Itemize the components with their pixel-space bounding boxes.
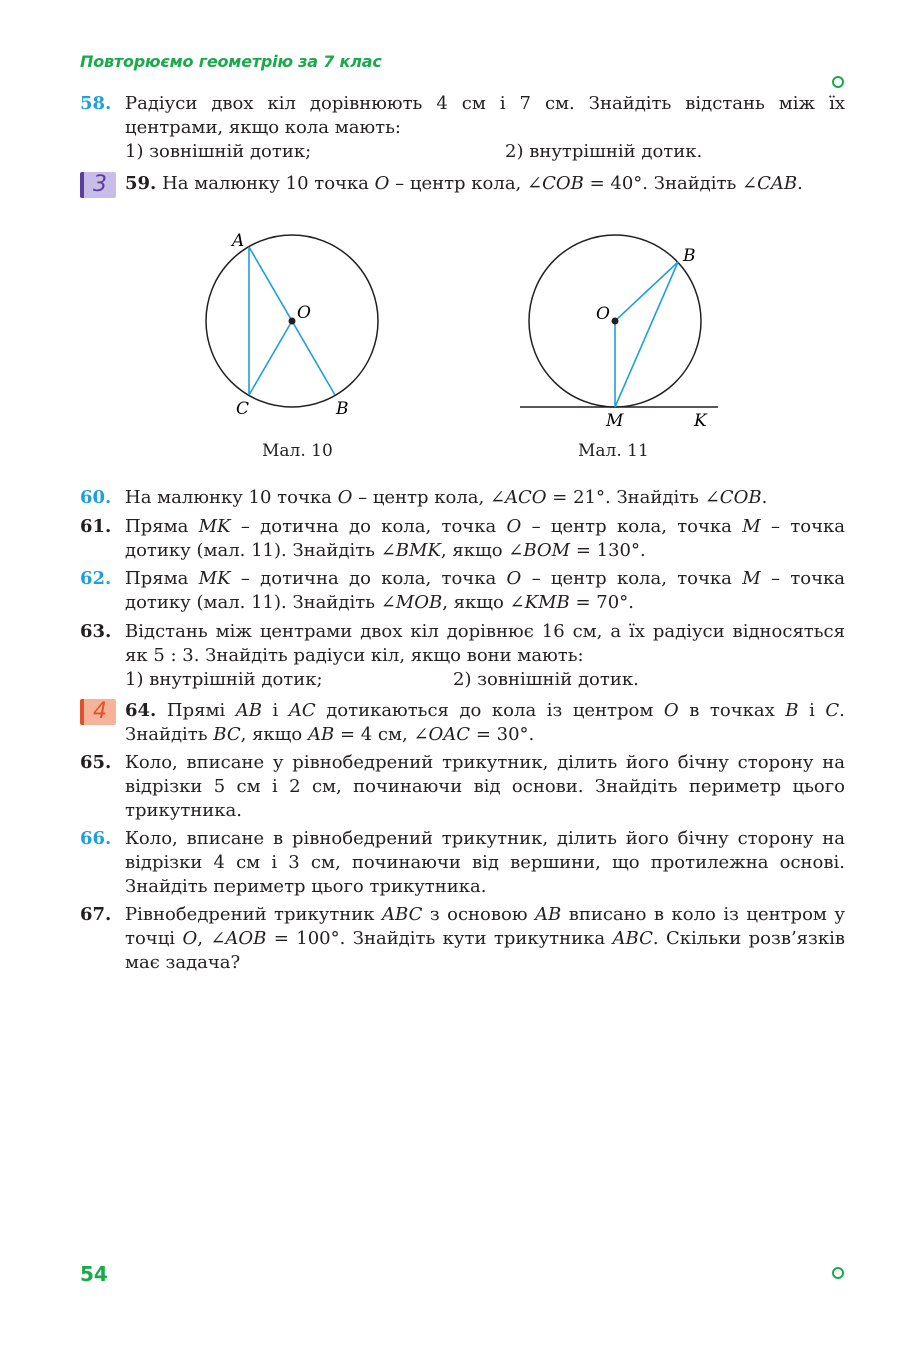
fig11-label-m: M <box>606 411 624 431</box>
option-2: 2) внутрішній дотик. <box>505 141 703 162</box>
problem-text: Відстань між центрами двох кіл дорівнює 16 см, а їх радіуси відносяться як 5 : 3. Знайдіть радіуси кіл, якщо вони мають: <box>125 621 845 666</box>
problem-number: 63. <box>80 621 112 642</box>
problem-number: 61. <box>80 516 112 537</box>
option-1: 1) зовнішній дотик; <box>125 141 312 162</box>
fig10-label-o: O <box>297 303 311 323</box>
problem-65 <box>80 751 845 823</box>
page-number: 54 <box>80 1262 108 1286</box>
fig10-label-a: A <box>232 231 245 251</box>
fig11-label-o: O <box>596 304 610 324</box>
level-3-badge: 3 <box>80 172 116 198</box>
fig11-label-b: B <box>683 246 696 266</box>
problem-text: 64. Прямі AB і AC дотикаються до кола із центром O в точках B і C. Знайдіть BC, якщо AB = 4 см, ∠OAC = 30°. <box>125 700 845 745</box>
problem-63 <box>80 620 845 692</box>
problem-number: 66. <box>80 828 112 849</box>
problem-options <box>125 140 845 164</box>
problem-options <box>125 668 845 692</box>
figures-area <box>180 226 740 476</box>
level-4-badge: 4 <box>80 699 116 725</box>
fig10-label-c: C <box>236 399 250 419</box>
problem-61 <box>80 515 845 563</box>
problem-number: 58. <box>80 93 112 114</box>
problem-59 <box>80 172 845 196</box>
problem-text: Пряма MK – дотична до кола, точка O – центр кола, точка M – точка дотику (мал. 11). Знайдіть ∠BMK, якщо ∠BOM = 130°. <box>125 516 845 561</box>
problem-text: Коло, вписане в рівнобедрений трикутник, ділить його бічну сторону на відрізки 4 см і 3 см, починаючи від вершини, що протилежна основі. Знайдіть периметр цього трикутника. <box>125 828 845 897</box>
figure-11-caption: Мал. 11 <box>578 441 649 461</box>
option-1: 1) внутрішній дотик; <box>125 669 323 690</box>
problem-60 <box>80 486 845 510</box>
problem-58 <box>80 92 845 164</box>
problem-number: 67. <box>80 904 112 925</box>
problem-62 <box>80 567 845 615</box>
problem-66 <box>80 827 845 899</box>
fig11-label-k: K <box>694 411 707 431</box>
figure-11 <box>520 235 718 431</box>
figure-10 <box>206 231 378 419</box>
problem-number: 64. <box>125 700 157 721</box>
figure-10-caption: Мал. 10 <box>262 441 333 461</box>
problem-text: Радіуси двох кіл дорівнюють 4 см і 7 см. Знайдіть відстань між їх центрами, якщо кола мають: <box>125 93 845 138</box>
problem-number: 62. <box>80 568 112 589</box>
problem-number: 59. <box>125 173 157 194</box>
problem-number: 65. <box>80 752 112 773</box>
problem-64 <box>80 699 845 747</box>
problem-text: Коло, вписане у рівнобедрений трикутник, ділить його бічну сторону на відрізки 5 см і 2 см, починаючи від основи. Знайдіть периметр цього трикутника. <box>125 752 845 821</box>
fig10-label-b: B <box>336 399 349 419</box>
running-header: Повторюємо геометрію за 7 клас <box>80 52 382 71</box>
footer-rule <box>160 1266 850 1280</box>
option-2: 2) зовнішній дотик. <box>453 669 639 690</box>
problem-text: На малюнку 10 точка O – центр кола, ∠ACO = 21°. Знайдіть ∠COB. <box>125 487 768 508</box>
problem-text: Рівнобедрений трикутник ABC з основою AB вписано в коло із центром у точці O, ∠AOB = 100°. Знайдіть кути трикутника ABC. Скільки розв’язків має задача? <box>125 904 845 973</box>
header-rule <box>80 76 850 88</box>
problem-text: Пряма MK – дотична до кола, точка O – центр кола, точка M – точка дотику (мал. 11). Знайдіть ∠MOB, якщо ∠KMB = 70°. <box>125 568 845 613</box>
problem-67 <box>80 903 845 975</box>
problem-text: 59. На малюнку 10 точка O – центр кола, ∠COB = 40°. Знайдіть ∠CAB. <box>125 173 803 194</box>
problem-number: 60. <box>80 487 112 508</box>
